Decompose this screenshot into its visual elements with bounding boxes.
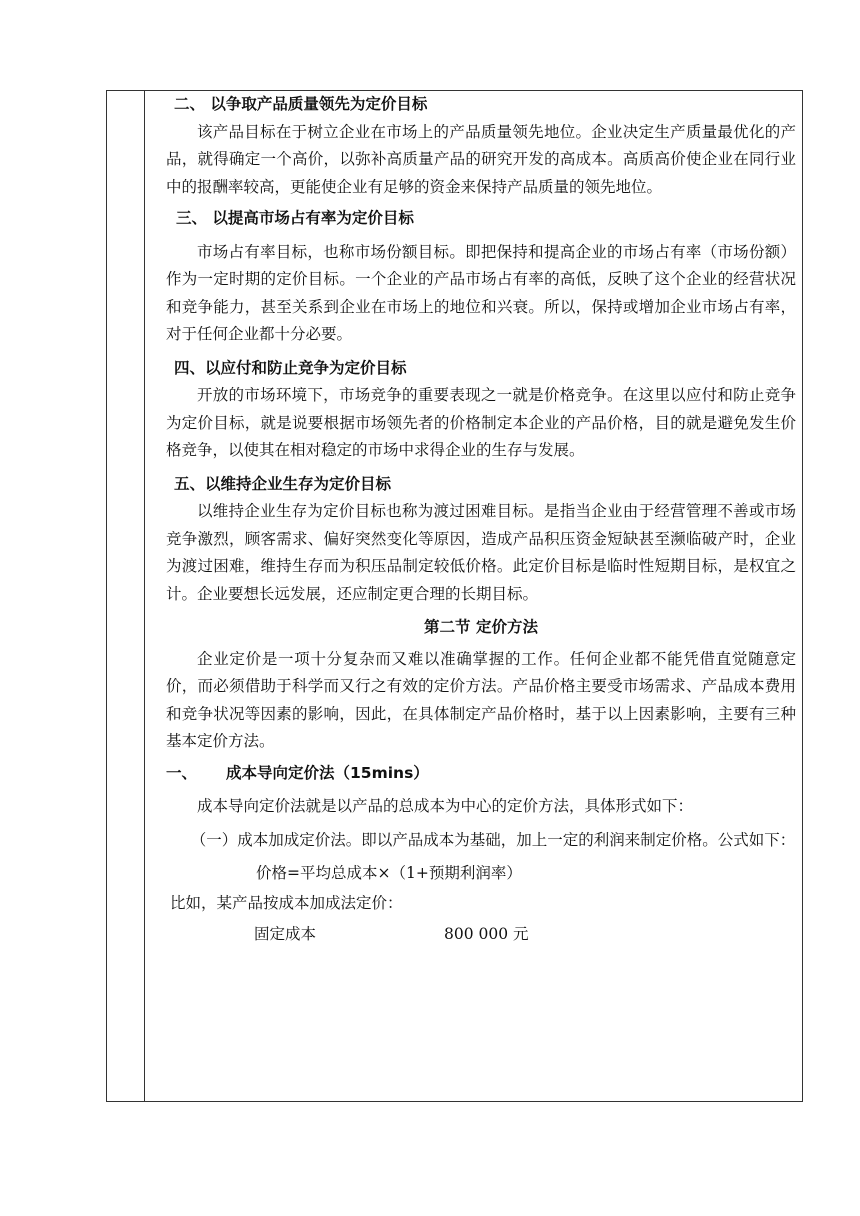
method-1-title: 成本导向定价法（15mins） [226, 763, 429, 782]
paragraph-7: 成本导向定价法就是以产品的总成本为中心的定价方法，具体形式如下： [197, 797, 694, 815]
heading-4: 四、以应付和防止竞争为定价目标 [174, 358, 407, 377]
paragraph-8: （一）成本加成定价法。即以产品成本为基础，加上一定的利润来制定价格。公式如下： [190, 830, 796, 849]
paragraph-6: 企业定价是一项十分复杂而又难以准确掌握的工作。任何企业都不能凭借直觉随意定价，而必须借助于科学而又行之有效的定价方法。产品价格主要受市场需求、产品成本费用和竞争状况等因素的影响，因此，在具体制定产品价格时，基于以上因素影响，主要有三种基本定价方法。 [166, 649, 796, 750]
paragraph-5: 以维持企业生存为定价目标也称为渡过困难目标。是指当企业由于经营管理不善或市场竞争激烈，顾客需求、偏好突然变化等原因，造成产品积压资金短缺甚至濒临破产时，企业为渡过困难，维持生存而为积压品制定较低价格。此定价目标是临时性短期目标，是权宜之计。企业要想长远发展，还应制定更合理的长期目标。 [166, 502, 796, 603]
fixed-cost-row [166, 921, 796, 949]
example-intro: 比如，某产品按成本加成法定价： [170, 893, 403, 912]
document-table [106, 90, 803, 1102]
method-1-number: 一、 [166, 763, 198, 782]
heading-2: 二、 以争取产品质量领先为定价目标 [174, 95, 428, 113]
paragraph-2: 该产品目标在于树立企业在市场上的产品质量领先地位。企业决定生产质量最优化的产品，就得确定一个高价，以弥补高质量产品的研究开发的高成本。高质高价使企业在同行业中的报酬率较高，更能使企业有足够的资金来保持产品质量的领先地位。 [166, 122, 796, 196]
method-1-heading [166, 760, 796, 788]
paragraph-3: 市场占有率目标，也称市场份额目标。即把保持和提高企业的市场占有率（市场份额）作为一定时期的定价目标。一个企业的产品市场占有率的高低，反映了这个企业的经营状况和竞争能力，甚至关系到企业在市场上的地位和兴衰。所以，保持或增加企业市场占有率，对于任何企业都十分必要。 [166, 242, 796, 343]
heading-5: 五、以维持企业生存为定价目标 [174, 474, 392, 493]
heading-3: 三、 以提高市场占有率为定价目标 [176, 209, 414, 227]
content-cell [146, 91, 802, 1101]
fixed-cost-value: 800 000 元 [444, 925, 529, 943]
paragraph-4: 开放的市场环境下，市场竞争的重要表现之一就是价格竞争。在这里以应付和防止竞争为定价目标，就是说要根据市场领先者的价格制定本企业的产品价格，目的就是避免发生价格竞争，以使其在相对稳定的市场中求得企业的生存与发展。 [166, 386, 796, 459]
formula: 价格=平均总成本×（1+预期利润率） [256, 864, 522, 882]
section-title: 第二节 定价方法 [424, 618, 538, 636]
fixed-cost-label: 固定成本 [254, 925, 317, 943]
left-column [107, 91, 145, 1101]
